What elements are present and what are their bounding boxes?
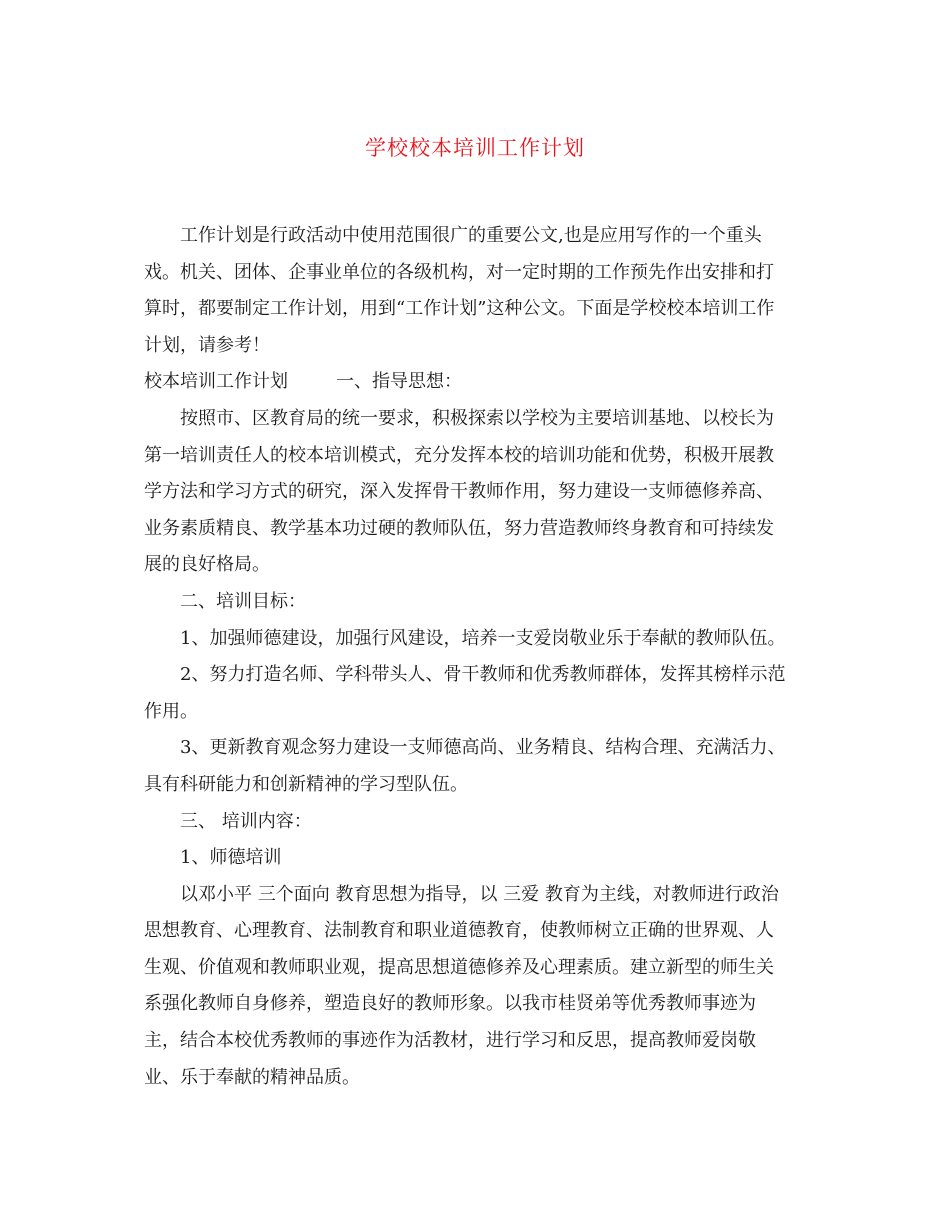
section-heading-line — [144, 364, 808, 401]
paragraph-line: 学方法和学习方式的研究，深入发挥骨干教师作用，努力建设一支师德修养高、 — [144, 481, 774, 503]
paragraph-line: 业、乐于奉献的精神品质。 — [144, 1066, 360, 1088]
list-item-line: 作用。 — [144, 700, 198, 722]
paragraph-line: 展的良好格局。 — [144, 554, 270, 576]
section-heading: 三、 培训内容： — [180, 810, 312, 832]
paragraph-line: 主，结合本校优秀教师的事迹作为活教材，进行学习和反思，提高教师爱岗敬 — [144, 1030, 756, 1052]
paragraph-line: 业务素质精良、教学基本功过硬的教师队伍，努力营造教师终身教育和可持续发 — [144, 517, 774, 539]
document-body — [144, 218, 808, 1096]
paragraph-line: 戏。机关、团体、企事业单位的各级机构，对一定时期的工作预先作出安排和打 — [144, 261, 774, 283]
document-title: 学校校本培训工作计划 — [365, 136, 585, 160]
paragraph-line: 计划，请参考！ — [144, 334, 270, 356]
paragraph-line: 生观、价值观和教师职业观，提高思想道德修养及心理素质。建立新型的师生关 — [144, 956, 774, 978]
section-heading: 二、培训目标： — [180, 590, 306, 612]
list-item-line: 具有科研能力和创新精神的学习型队伍。 — [144, 773, 468, 795]
paragraph-line: 思想教育、心理教育、法制教育和职业道德教育，使教师树立正确的世界观、人 — [144, 920, 774, 942]
subsection-heading: 1、师德培训 — [180, 847, 282, 869]
paragraph-line: 算时，都要制定工作计划，用到“工作计划”这种公文。下面是学校校本培训工作 — [144, 298, 775, 320]
paragraph-line: 工作计划是行政活动中使用范围很广的重要公文,也是应用写作的一个重头 — [180, 225, 762, 246]
paragraph-line: 系强化教师自身修养，塑造良好的教师形象。以我市桂贤弟等优秀教师事迹为 — [144, 993, 756, 1015]
list-item-line: 2、努力打造名师、学科带头人、骨干教师和优秀教师群体，发挥其榜样示范 — [180, 664, 786, 686]
paragraph-line: 按照市、区教育局的统一要求，积极探索以学校为主要培训基地、以校长为 — [180, 407, 774, 429]
paragraph-line: 以邓小平 三个面向 教育思想为指导，以 三爱 教育为主线，对教师进行政治 — [180, 883, 779, 905]
list-item-line: 1、加强师德建设，加强行风建设，培养一支爱岗敬业乐于奉献的教师队伍。 — [180, 627, 786, 649]
plan-label: 校本培训工作计划 — [144, 371, 288, 393]
paragraph-line: 第一培训责任人的校本培训模式，充分发挥本校的培训功能和优势，积极开展教 — [144, 444, 774, 466]
list-item-line: 3、更新教育观念努力建设一支师德高尚、业务精良、结构合理、充满活力、 — [180, 737, 786, 759]
section-heading: 一、指导思想： — [336, 371, 462, 393]
